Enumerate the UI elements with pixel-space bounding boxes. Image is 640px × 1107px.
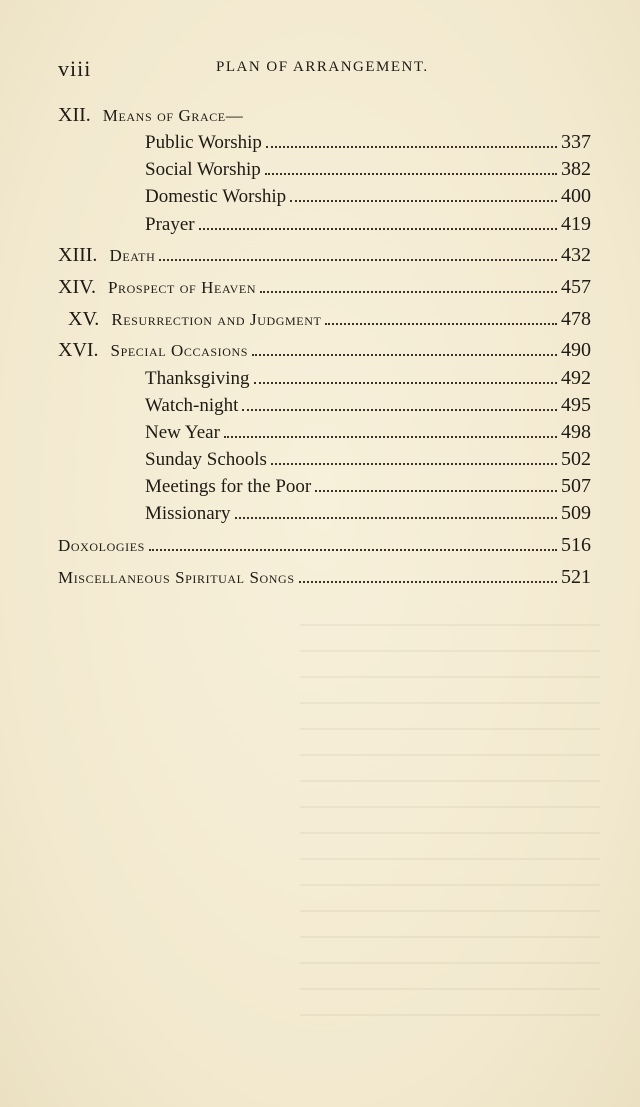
toc-entry-watch-night	[145, 394, 591, 417]
entry-title: Meetings for the Poor	[145, 476, 312, 497]
toc-entry-new-year	[145, 421, 591, 444]
toc-entry-prayer	[145, 213, 591, 236]
toc-entry-meetings-for-the-poor	[145, 475, 591, 498]
toc-section-xii	[58, 104, 590, 127]
section-title: Resurrection and Judgment	[111, 310, 322, 329]
toc-entry-missionary	[145, 502, 591, 525]
entry-page: 507	[561, 475, 591, 497]
entry-page: 498	[561, 421, 591, 443]
entry-title: Social Worship	[145, 159, 261, 180]
running-title: PLAN OF ARRANGEMENT.	[216, 59, 429, 75]
entry-page: 400	[561, 185, 591, 207]
leader-dots	[159, 259, 557, 261]
leader-dots	[266, 146, 557, 148]
entry-page: 516	[561, 534, 591, 556]
entry-title: Sunday Schools	[145, 449, 267, 470]
section-numeral: XII.	[58, 104, 91, 126]
toc-section-xiv	[58, 276, 591, 299]
entry-page: 492	[561, 367, 591, 389]
entry-page: 521	[561, 566, 591, 588]
section-title: Special Occasions	[110, 341, 249, 360]
bleed-through-text	[300, 600, 600, 1020]
entry-title: Domestic Worship	[145, 186, 287, 207]
section-numeral: XIII.	[58, 244, 98, 266]
section-title: Means of Grace—	[102, 106, 244, 125]
section-numeral: XIV.	[58, 276, 96, 298]
leader-dots	[242, 409, 557, 411]
toc-section-xiii	[58, 244, 591, 267]
entry-title: Watch-night	[145, 395, 239, 416]
section-page: 432	[561, 244, 591, 266]
leader-dots	[265, 173, 557, 175]
section-numeral: XV.	[68, 308, 100, 330]
leader-dots	[290, 200, 557, 202]
entry-title: Prayer	[145, 214, 195, 235]
entry-page: 509	[561, 502, 591, 524]
leader-dots	[325, 323, 557, 325]
toc-doxologies	[58, 534, 591, 557]
leader-dots	[315, 490, 557, 492]
leader-dots	[224, 436, 557, 438]
leader-dots	[149, 549, 557, 551]
leader-dots	[254, 382, 558, 384]
section-title: Prospect of Heaven	[107, 278, 257, 297]
page-number: viii	[58, 56, 92, 81]
toc-entry-thanksgiving	[145, 367, 591, 390]
toc-section-xvi	[58, 339, 591, 362]
leader-dots	[199, 228, 557, 230]
leader-dots	[260, 291, 557, 293]
toc-entry-social-worship	[145, 158, 591, 181]
leader-dots	[235, 517, 558, 519]
entry-title: Missionary	[145, 503, 231, 524]
entry-page: 382	[561, 158, 591, 180]
section-page: 457	[561, 276, 591, 298]
leader-dots	[271, 463, 557, 465]
toc-entry-domestic-worship	[145, 185, 591, 208]
entry-page: 419	[561, 213, 591, 235]
toc-section-xv	[68, 308, 591, 331]
leader-dots	[252, 354, 557, 356]
entry-title: Thanksgiving	[145, 368, 250, 389]
section-page: 478	[561, 308, 591, 330]
entry-title: New Year	[145, 422, 220, 443]
entry-title: Doxologies	[58, 536, 145, 555]
leader-dots	[299, 581, 557, 583]
page-header	[58, 56, 590, 80]
section-title: Death	[109, 246, 156, 265]
entry-title: Public Worship	[145, 132, 262, 153]
entry-title: Miscellaneous Spiritual Songs	[58, 568, 295, 587]
entry-page: 502	[561, 448, 591, 470]
entry-page: 337	[561, 131, 591, 153]
section-page: 490	[561, 339, 591, 361]
toc-entry-sunday-schools	[145, 448, 591, 471]
entry-page: 495	[561, 394, 591, 416]
toc-miscellaneous-spiritual-songs	[58, 566, 591, 589]
section-numeral: XVI.	[58, 339, 99, 361]
toc-entry-public-worship	[145, 131, 591, 154]
